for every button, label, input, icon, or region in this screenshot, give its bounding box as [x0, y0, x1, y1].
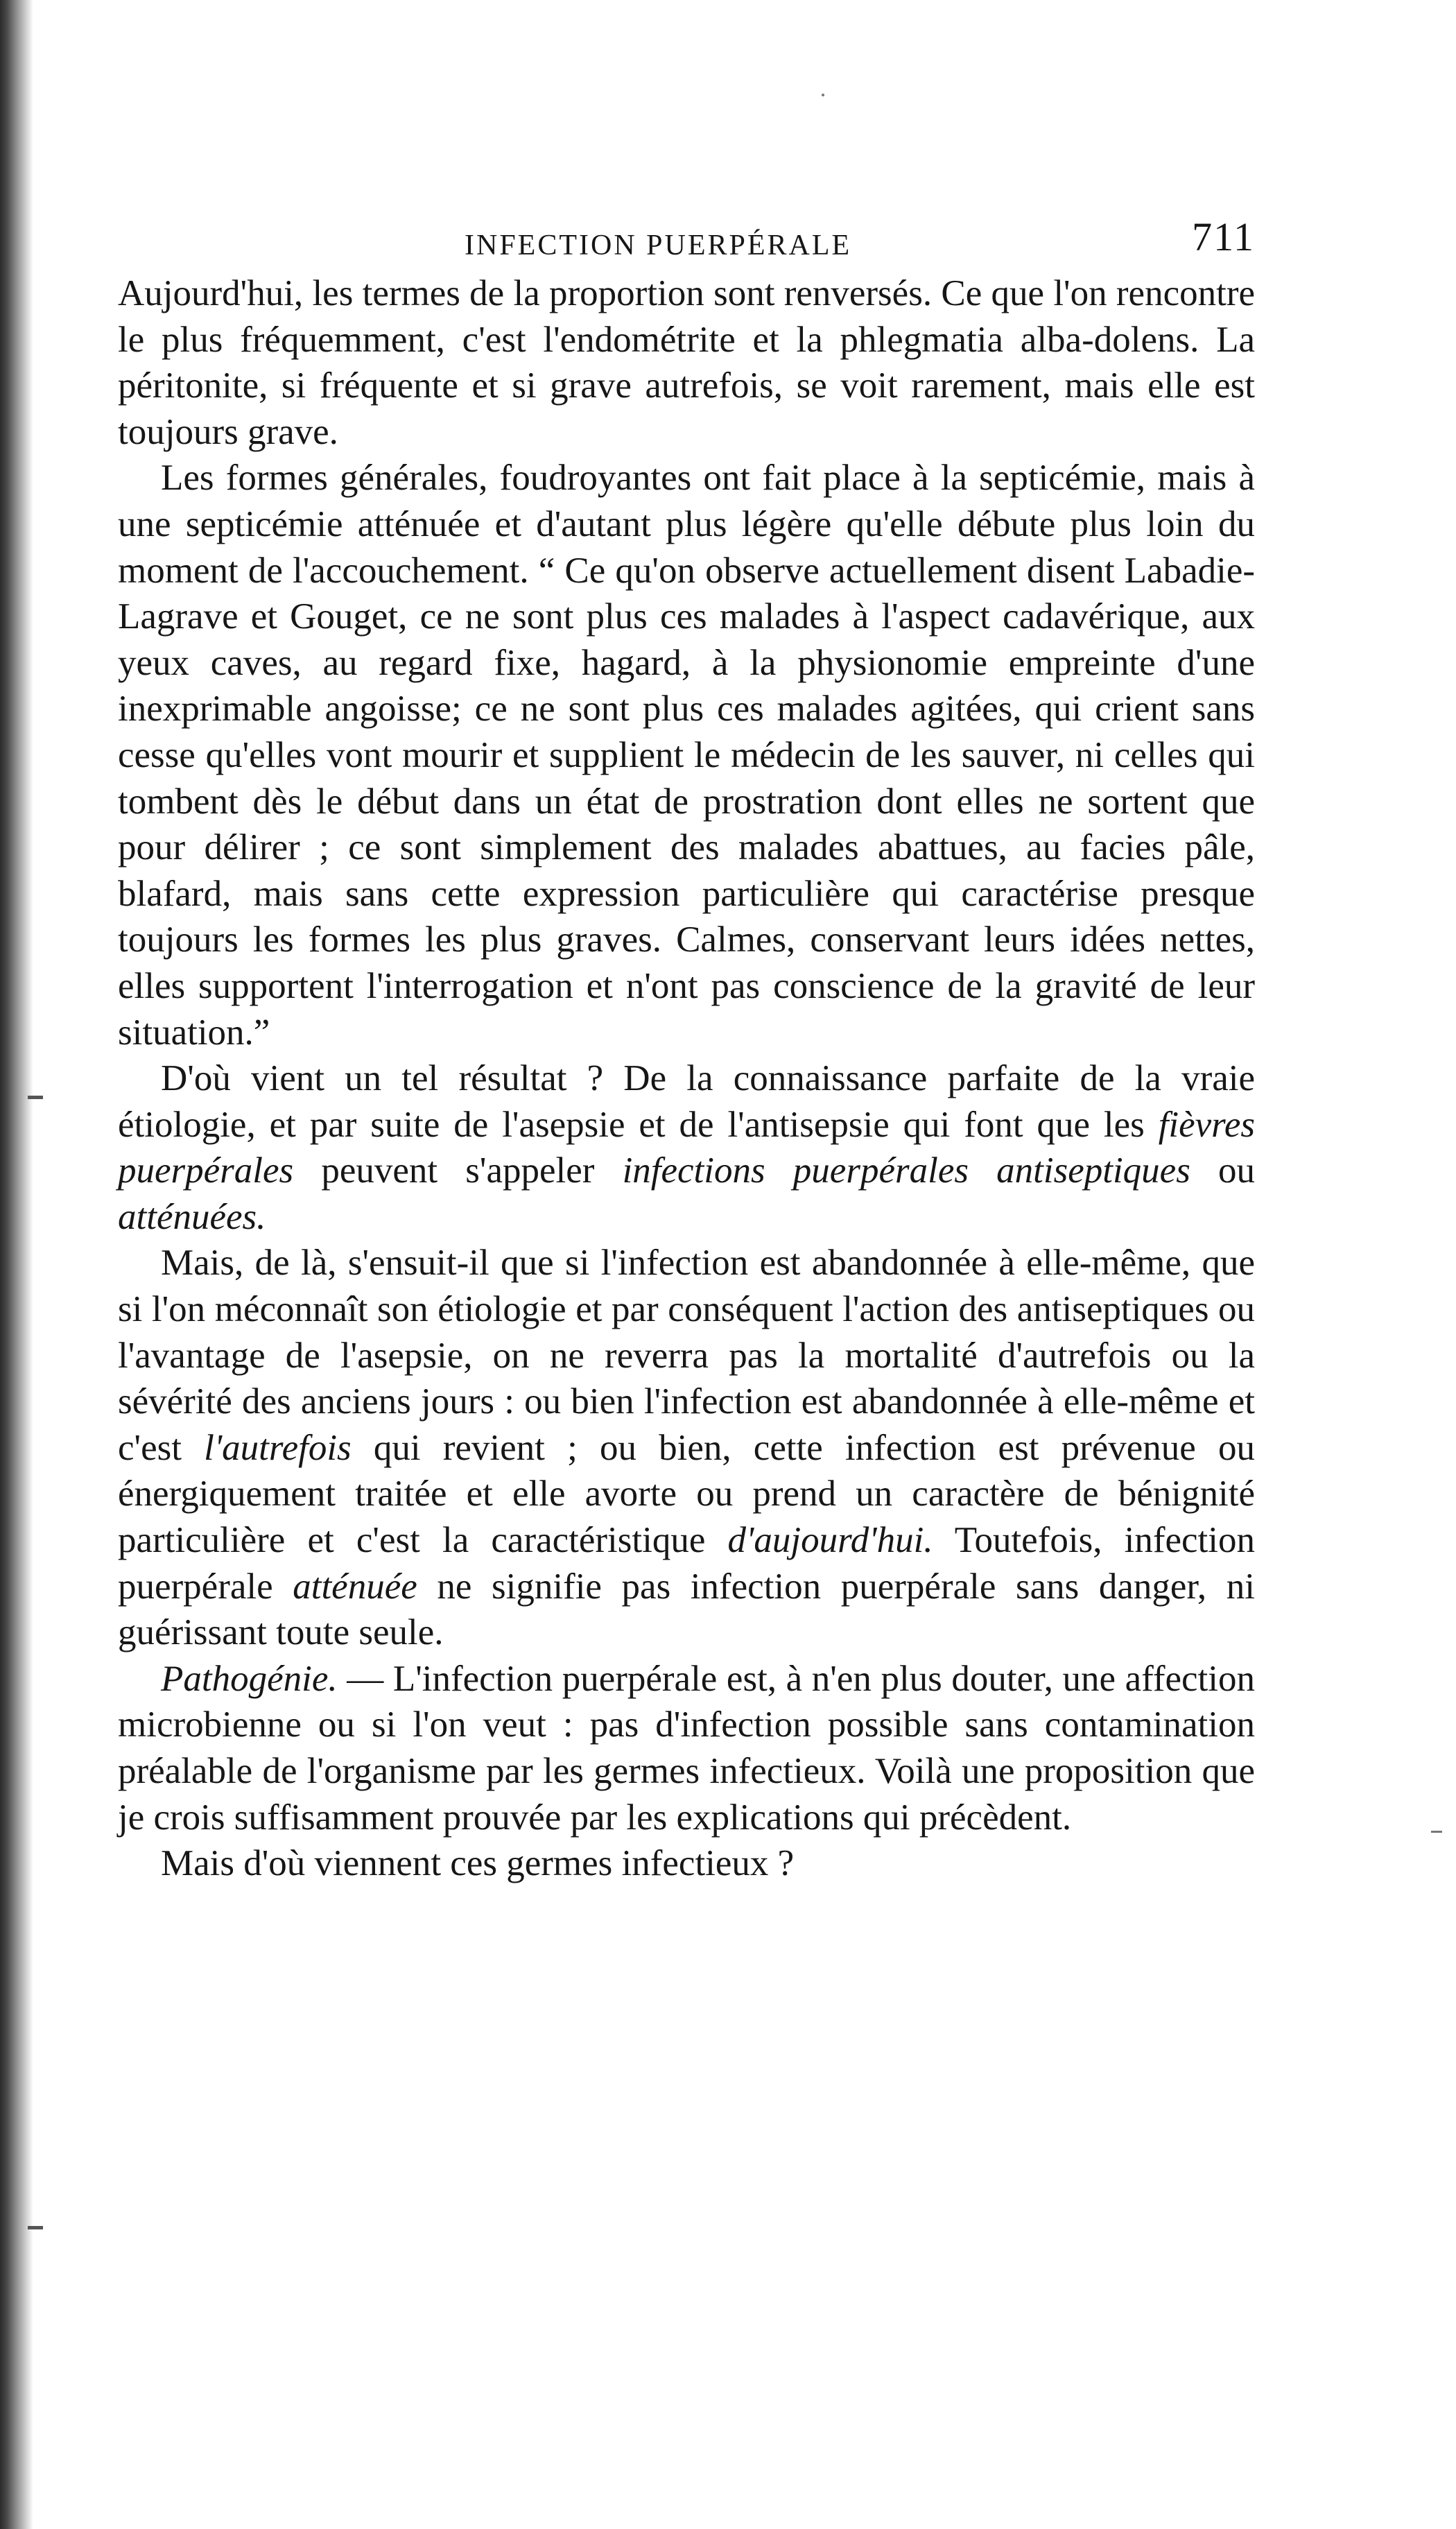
- scan-edge-shadow: [0, 0, 33, 2529]
- paragraph-text: Mais, de là, s'ensuit-il que si l'infection est abandonnée à elle-même, que si l'on méconnaît son étiologie et par conséquent l'action des antiseptiques ou l'avantage de l'asepsie, on ne reverra pas la mortalité d'autrefois ou la sévérité des anciens jours : ou bien l'infection est abandonnée à elle-même et c'est: [118, 1243, 1255, 1468]
- italic-text: d'aujourd'hui.: [727, 1520, 933, 1561]
- paragraph: [118, 1240, 1255, 1655]
- italic-text: Pathogénie.: [161, 1658, 338, 1699]
- paragraph-text: D'où vient un tel résultat ? De la connaissance parfaite de la vraie étiologie, et par suite de l'asepsie et de l'antisepsie qui font que les: [118, 1058, 1255, 1145]
- italic-text: l'autrefois: [204, 1427, 352, 1468]
- body-text: [118, 270, 1255, 1887]
- paragraph-text: Les formes générales, foudroyantes ont fait place à la septicémie, mais à une septicémie atténuée et d'autant plus légère qu'elle débute plus loin du moment de l'accouchement. “ Ce qu'on observe actuellement disent Labadie-Lagrave et Gouget, ce ne sont plus ces malades à l'aspect cadavérique, aux yeux caves, au regard fixe, hagard, à la physionomie empreinte d'une inexprimable angoisse; ce ne sont plus ces malades agitées, qui crient sans cesse qu'elles vont mourir et supplient le médecin de les sauver, ni celles qui tombent dès le début dans un état de prostration dont elles ne sortent que pour délirer ; ce sont simplement des malades abattues, au facies pâle, blafard, mais sans cette expression particulière qui caractérise presque toujours les formes les plus graves. Calmes, conservant leurs idées nettes, elles supportent l'interrogation et n'ont pas conscience de la gravité de leur situation.”: [118, 458, 1255, 1053]
- paragraph-text: ne signifie pas infection puerpérale sans danger, ni guérissant toute seule.: [118, 1566, 1255, 1653]
- running-head: [118, 208, 1255, 270]
- italic-text: infections puerpérales antiseptiques: [622, 1150, 1190, 1191]
- page-number: 711: [1192, 214, 1255, 259]
- paragraph-text: qui revient ; ou bien, cette infection est prévenue ou énergiquement traitée et elle avorte ou prend un caractère de bénignité particulière et c'est la caractéristique: [118, 1427, 1255, 1561]
- paragraph-text: peuvent s'appeler: [293, 1150, 623, 1191]
- paragraph: [118, 270, 1255, 455]
- italic-text: atténuées.: [118, 1196, 266, 1237]
- paragraph-text: Aujourd'hui, les termes de la proportion sont renversés. Ce que l'on rencontre le plus fréquemment, c'est l'endométrite et la phlegmatia alba-dolens. La péritonite, si fréquente et si grave autrefois, se voit rarement, mais elle est toujours grave.: [118, 273, 1255, 452]
- paragraph: [118, 1656, 1255, 1840]
- book-page: [118, 208, 1255, 1887]
- italic-text: fièvres puerpérales: [118, 1104, 1255, 1191]
- paragraph: [118, 1055, 1255, 1240]
- paragraph: [118, 455, 1255, 1055]
- paragraph-text: — L'infection puerpérale est, à n'en plus douter, une affection microbienne ou si l'on veut : pas d'infection possible sans contamination préalable de l'organisme par les germes infectieux. Voilà une proposition que je crois suffisamment prouvée par les explications qui précèdent.: [118, 1658, 1255, 1838]
- paragraph: [118, 1840, 1255, 1887]
- print-speck: [822, 94, 824, 96]
- paragraph-text: Mais d'où viennent ces germes infectieux ?: [161, 1843, 795, 1884]
- scan-speck: [28, 2226, 43, 2229]
- paragraph-text: ou: [1190, 1150, 1255, 1191]
- running-title: INFECTION PUERPÉRALE: [465, 230, 852, 261]
- paragraph-text: Toutefois, infection puerpérale: [118, 1520, 1255, 1607]
- margin-mark: [1431, 1831, 1442, 1833]
- italic-text: atténuée: [293, 1566, 417, 1607]
- scan-speck: [28, 1096, 43, 1099]
